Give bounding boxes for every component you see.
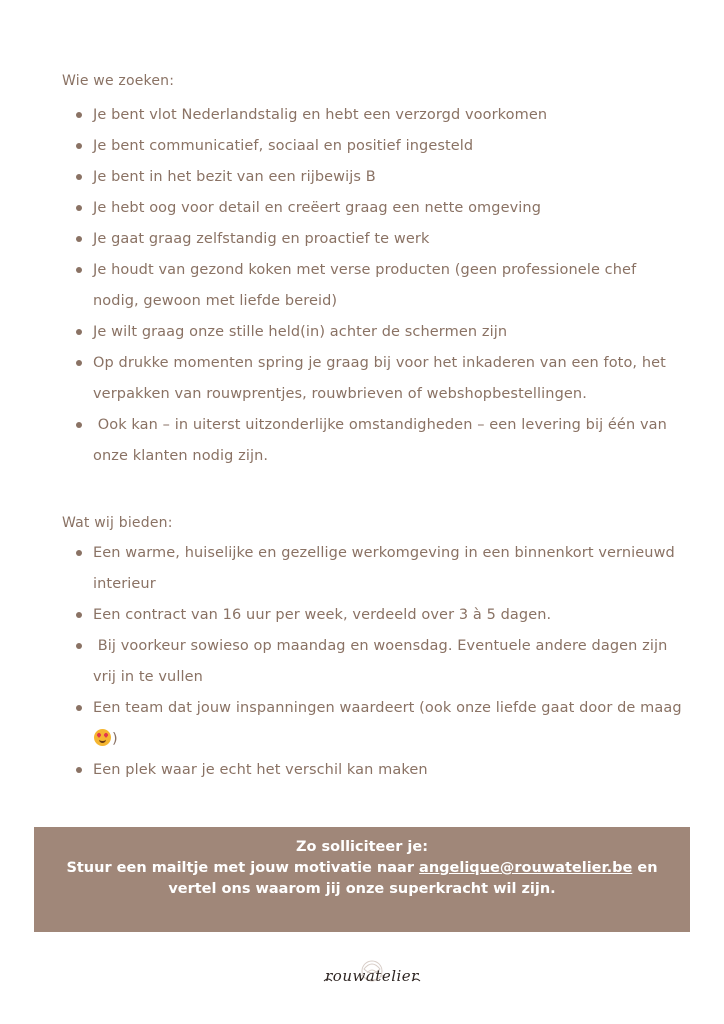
list-item: Een team dat jouw inspanningen waardeert (ook onze liefde gaat door de maag ) bbox=[76, 693, 684, 755]
list-item: Je bent in het bezit van een rijbewijs B bbox=[76, 162, 684, 193]
apply-title: Zo solliciteer je: bbox=[296, 839, 428, 855]
bullet-icon bbox=[76, 112, 82, 118]
section-title-looking-for: Wie we zoeken: bbox=[62, 73, 175, 89]
bullet-icon bbox=[76, 360, 82, 366]
email-link[interactable]: angelique@rouwatelier.be bbox=[419, 860, 633, 876]
bullet-icon bbox=[76, 267, 82, 273]
list-item: Een plek waar je echt het verschil kan maken bbox=[76, 755, 684, 786]
bullet-icon bbox=[76, 143, 82, 149]
list-item: Ook kan – in uiterst uitzonderlijke omstandigheden – een levering bij één van onze klanten nodig zijn. bbox=[76, 410, 684, 472]
bullet-icon bbox=[76, 205, 82, 211]
list-item: Je bent communicatief, sociaal en positief ingesteld bbox=[76, 131, 684, 162]
bullet-icon bbox=[76, 643, 82, 649]
apply-line-1: Stuur een mailtje met jouw motivatie naar angelique@rouwatelier.be en bbox=[66, 860, 658, 876]
bullet-icon bbox=[76, 612, 82, 618]
list-item: Je gaat graag zelfstandig en proactief te werk bbox=[76, 224, 684, 255]
list-item: Een contract van 16 uur per week, verdeeld over 3 à 5 dagen. bbox=[76, 600, 684, 631]
list-item: Je wilt graag onze stille held(in) achter de schermen zijn bbox=[76, 317, 684, 348]
bullet-icon bbox=[76, 329, 82, 335]
smiling-face-with-hearts-icon bbox=[94, 729, 111, 746]
list-item: Je houdt van gezond koken met verse producten (geen professionele chef nodig, gewoon met liefde bereid) bbox=[76, 255, 684, 317]
brand-logo bbox=[312, 955, 432, 999]
apply-banner bbox=[34, 827, 690, 932]
flourish-icon bbox=[312, 955, 432, 999]
offer-list bbox=[76, 538, 684, 786]
bullet-icon bbox=[76, 550, 82, 556]
list-item: Je hebt oog voor detail en creëert graag een nette omgeving bbox=[76, 193, 684, 224]
list-item: Een warme, huiselijke en gezellige werkomgeving in een binnenkort vernieuwd interieur bbox=[76, 538, 684, 600]
list-item: Bij voorkeur sowieso op maandag en woensdag. Eventuele andere dagen zijn vrij in te vullen bbox=[76, 631, 684, 693]
bullet-icon bbox=[76, 767, 82, 773]
bullet-icon bbox=[76, 236, 82, 242]
bullet-icon bbox=[76, 705, 82, 711]
section-title-offer: Wat wij bieden: bbox=[62, 515, 173, 531]
bullet-icon bbox=[76, 422, 82, 428]
looking-for-list bbox=[76, 100, 684, 472]
list-item: Je bent vlot Nederlandstalig en hebt een verzorgd voorkomen bbox=[76, 100, 684, 131]
bullet-icon bbox=[76, 174, 82, 180]
brand-name: rouwatelier bbox=[325, 967, 419, 985]
list-item: Op drukke momenten spring je graag bij voor het inkaderen van een foto, het verpakken van rouwprentjes, rouwbrieven of webshopbestellingen. bbox=[76, 348, 684, 410]
apply-line-2: vertel ons waarom jij onze superkracht wil zijn. bbox=[168, 881, 556, 897]
